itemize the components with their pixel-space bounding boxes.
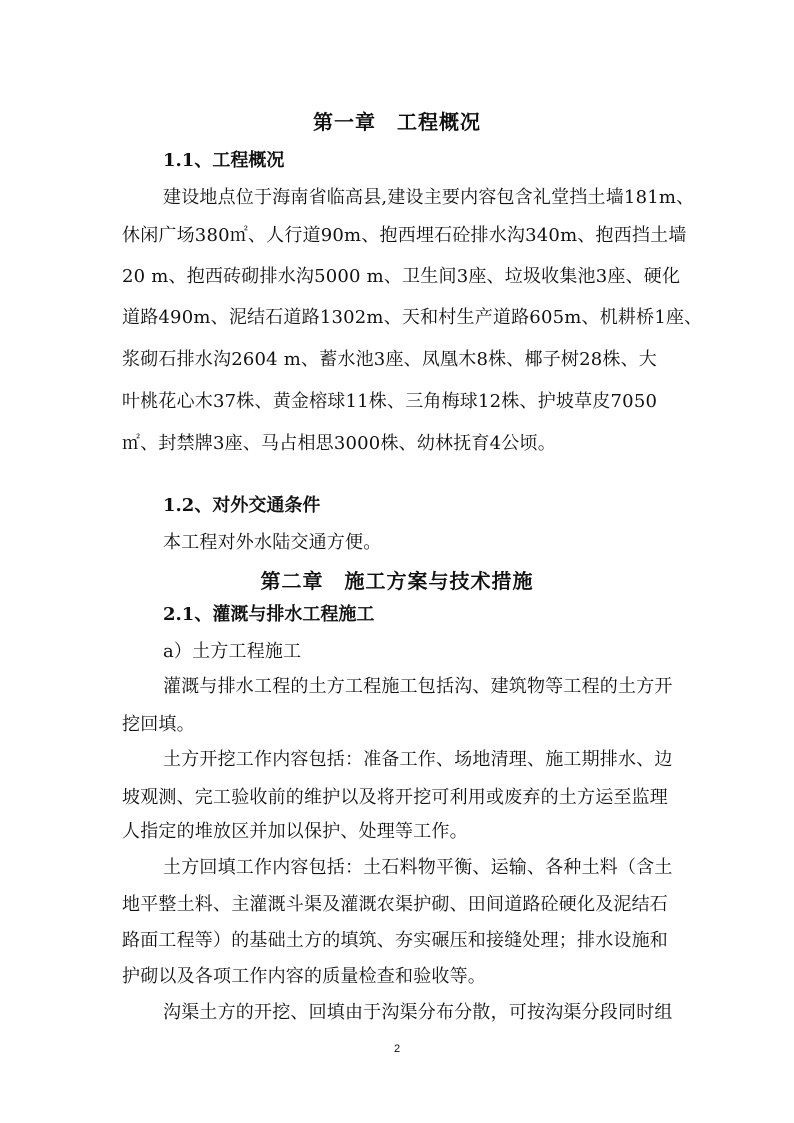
paragraph-line: 护砌以及各项工作内容的质量检查和验收等。 <box>122 966 486 987</box>
paragraph-line: 坡观测、完工验收前的维护以及将开挖可利用或废弃的土方运至监理 <box>122 787 668 808</box>
paragraph-line: 人指定的堆放区并加以保护、处理等工作。 <box>122 821 468 842</box>
paragraph-line: 浆砌石排水沟2604 m、蓄水池3座、凤凰木8株、椰子树28株、大 <box>122 349 658 370</box>
paragraph-line: 灌溉与排水工程的土方工程施工包括沟、建筑物等工程的土方开 <box>163 676 673 697</box>
paragraph-line: 地平整土料、主灌溉斗渠及灌溉农渠护砌、田间道路砼硬化及泥结石 <box>122 894 668 915</box>
paragraph-line: 叶桃花心木37株、黄金榕球11株、三角梅球12株、护坡草皮7050 <box>122 391 658 412</box>
paragraph-line: 沟渠土方的开挖、回填由于沟渠分布分散，可按沟渠分段同时组 <box>163 1002 673 1023</box>
chapter-2-title: 第二章 施工方案与技术措施 <box>260 569 534 593</box>
paragraph-line: ㎡、封禁牌3座、马占相思3000株、幼林抚育4公顷。 <box>122 433 556 454</box>
paragraph-line: 土方开挖工作内容包括：准备工作、场地清理、施工期排水、边 <box>163 749 673 770</box>
paragraph-line: 建设地点位于海南省临高县,建设主要内容包含礼堂挡土墙181m、 <box>163 187 695 208</box>
chapter-1-title: 第一章 工程概况 <box>313 110 481 134</box>
section-2-1-title: 2.1、灌溉与排水工程施工 <box>163 604 375 625</box>
paragraph-line: 挖回填。 <box>122 714 195 735</box>
paragraph-line: 土方回填工作内容包括：土石料物平衡、运输、各种土料（含土 <box>163 857 673 878</box>
section-1-2-title: 1.2、对外交通条件 <box>163 495 321 516</box>
paragraph-line: 休闲广场380㎡、人行道90m、抱西埋石砼排水沟340m、抱西挡土墙 <box>122 225 687 246</box>
section-1-1-title: 1.1、工程概况 <box>163 150 285 171</box>
paragraph-line: 20 m、抱西砖砌排水沟5000 m、卫生间3座、垃圾收集池3座、硬化 <box>122 266 681 287</box>
subheading: a）土方工程施工 <box>163 641 302 662</box>
page-number: 2 <box>393 1043 401 1055</box>
paragraph-line: 道路490m、泥结石道路1302m、天和村生产道路605m、机耕桥1座、 <box>122 307 703 328</box>
paragraph-line: 本工程对外水陆交通方便。 <box>163 532 382 553</box>
paragraph-line: 路面工程等）的基础土方的填筑、夯实碾压和接缝处理；排水设施和 <box>122 930 668 951</box>
